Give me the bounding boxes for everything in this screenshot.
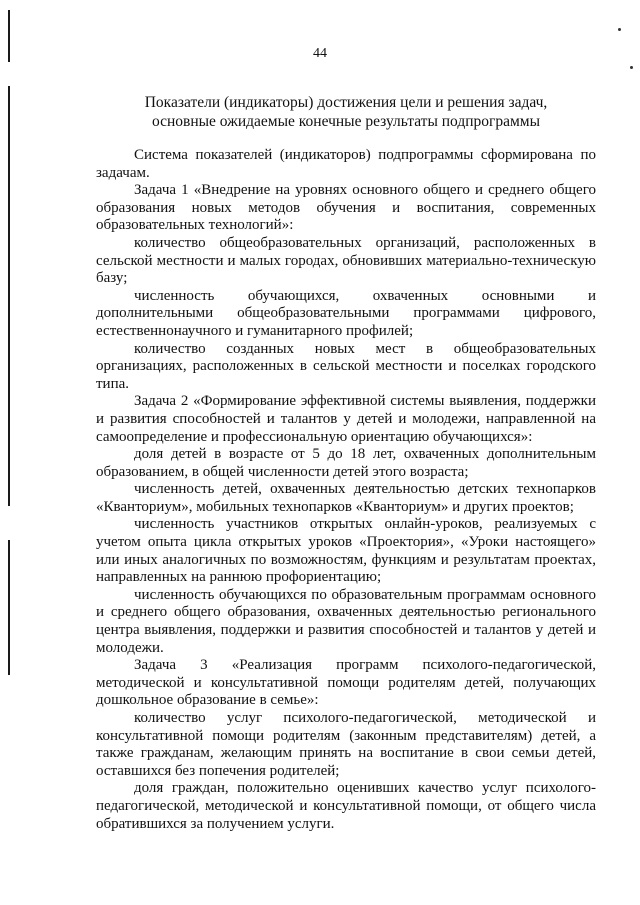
- paragraph-task-2: Задача 2 «Формирование эффективной системы выявления, поддержки и развития способностей и талантов у детей и молодежи, направленной на самоопределение и профессиональную ориентацию обучающихся»:: [96, 393, 596, 445]
- paragraph-indicator: численность обучающихся, охваченных основными и дополнительными общеобразовательными программами цифрового, естественнонаучного и гуманитарного профилей;: [96, 287, 596, 339]
- paragraph-indicator: численность обучающихся по образовательным программам основного и среднего общего образования, охваченных деятельностью регионального центра выявления, поддержки и развития способностей и талантов у детей и молодежи.: [96, 586, 596, 656]
- paragraph-task-1: Задача 1 «Внедрение на уровнях основного общего и среднего общего образования новых методов обучения и воспитания, современных образовательных технологий»:: [96, 182, 596, 234]
- paragraph-indicator: количество общеобразовательных организаций, расположенных в сельской местности и малых городах, обновивших материально-техническую базу;: [96, 234, 596, 287]
- scan-speck: [630, 66, 633, 69]
- heading-line-1: Показатели (индикаторы) достижения цели и решения задач,: [144, 94, 548, 111]
- paragraph-indicator: численность детей, охваченных деятельностью детских технопарков «Кванториум», мобильных технопарков «Кванториум» и других проектов;: [96, 481, 596, 515]
- paragraph-indicator: количество созданных новых мест в общеобразовательных организациях, расположенных в сельской местности и поселках городского типа.: [96, 340, 596, 392]
- section-heading: [96, 93, 596, 131]
- paragraph-indicator: доля граждан, положительно оценивших качество услуг психолого-педагогической, методической и консультативной помощи, от общего числа обратившихся за получением услуги.: [96, 780, 596, 832]
- document-body: [96, 147, 596, 833]
- paragraph-indicator: численность участников открытых онлайн-уроков, реализуемых с учетом опыта цикла открытых уроков «Проектория», «Уроки настоящего» или иных аналогичных по возможностям, функциям и результатам проектах, направленных на раннюю профориентацию;: [96, 516, 596, 586]
- scan-speck: [618, 28, 621, 31]
- scan-edge-mark: [8, 540, 10, 675]
- heading-line-2: основные ожидаемые конечные результаты подпрограммы: [151, 113, 541, 130]
- page-number: 44: [313, 46, 327, 61]
- paragraph-task-3: Задача 3 «Реализация программ психолого-педагогической, методической и консультативной помощи родителям детей, получающих дошкольное образование в семье»:: [96, 657, 596, 709]
- scan-edge-mark: [8, 86, 10, 506]
- paragraph-indicator: количество услуг психолого-педагогической, методической и консультативной помощи родителям (законным представителям) детей, а также гражданам, желающим принять на воспитание в свои семьи детей, оставшихся без попечения родителей;: [96, 710, 596, 779]
- paragraph-intro: Система показателей (индикаторов) подпрограммы сформирована по задачам.: [96, 147, 596, 181]
- paragraph-indicator: доля детей в возрасте от 5 до 18 лет, охваченных дополнительным образованием, в общей численности детей этого возраста;: [96, 446, 596, 480]
